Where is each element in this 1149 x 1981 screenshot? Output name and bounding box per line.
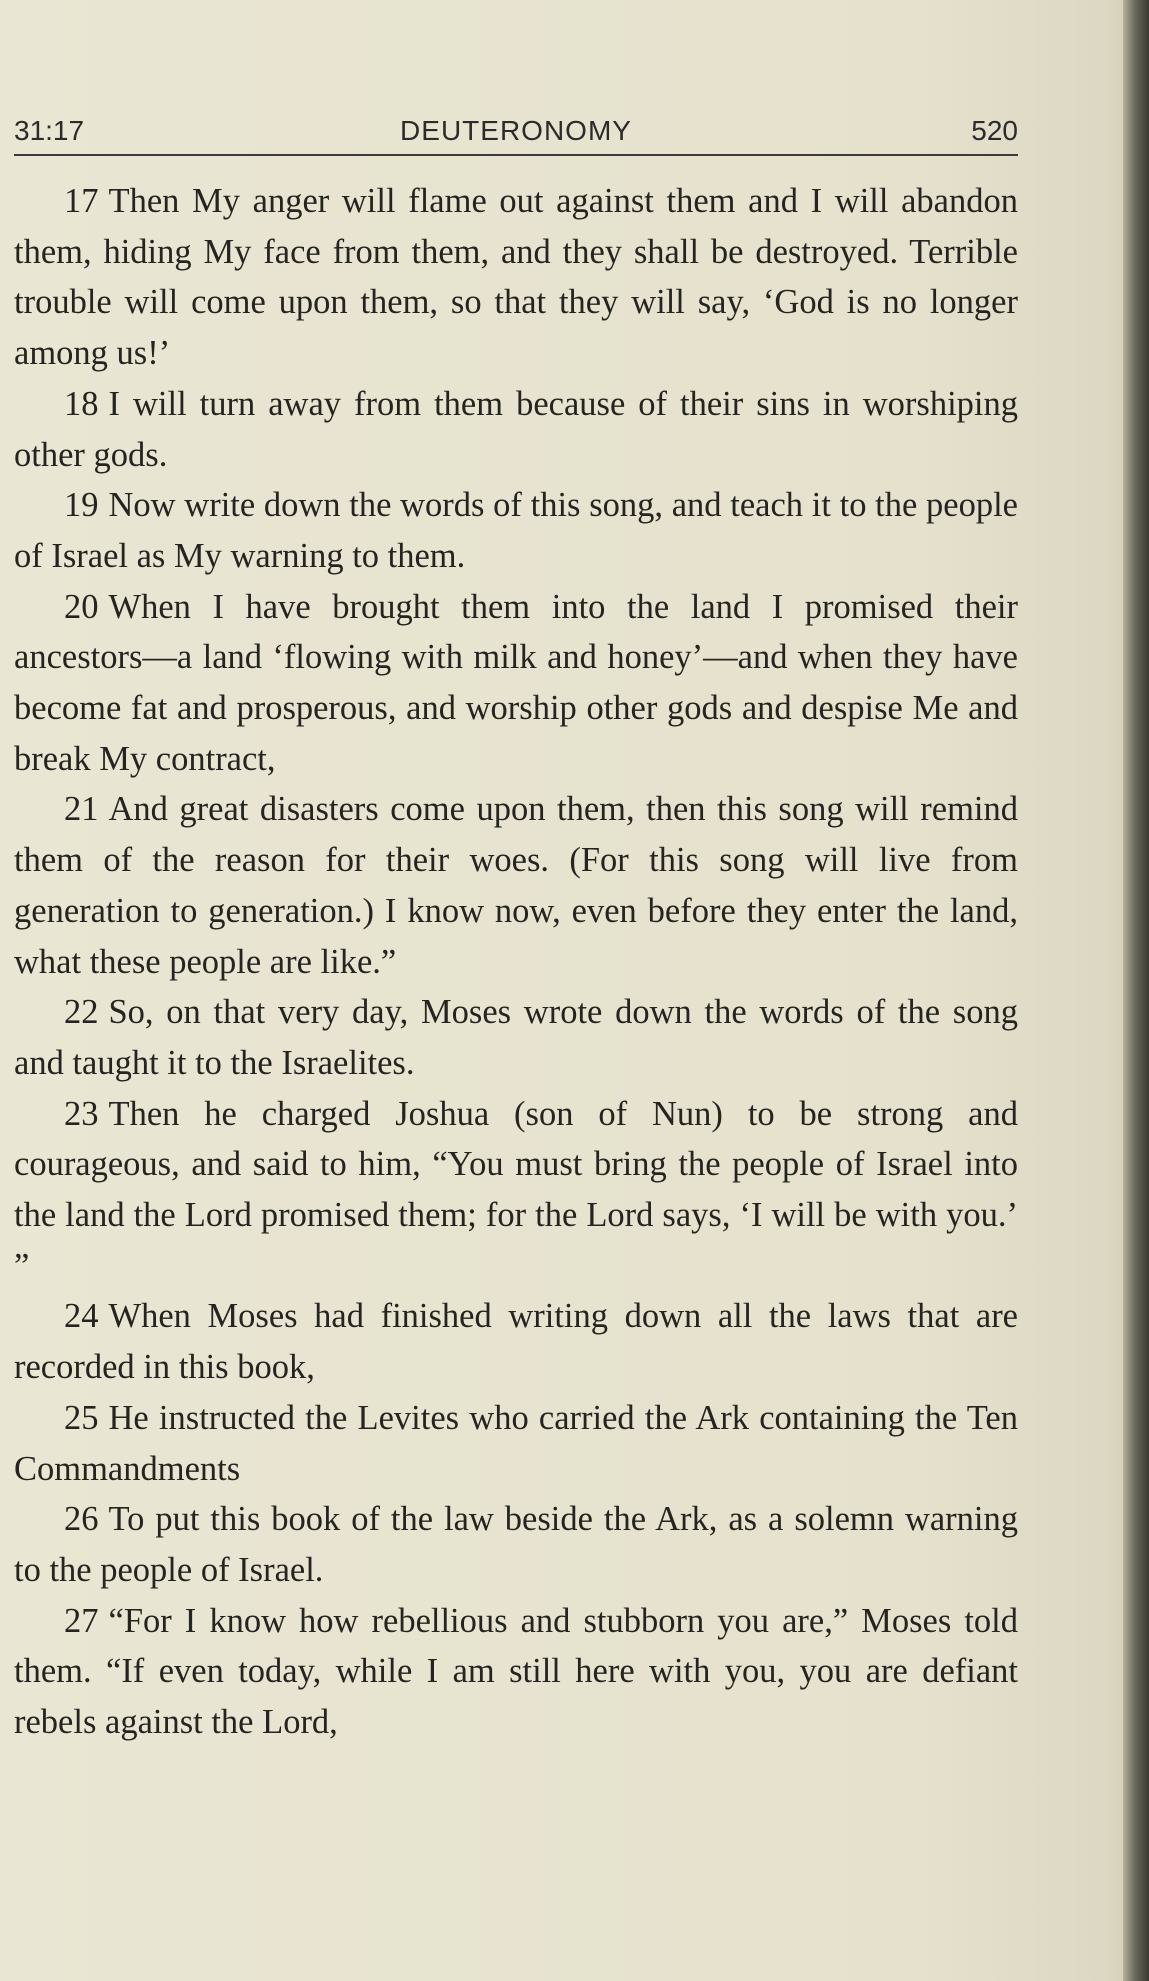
verse-text: When I have brought them into the land I promised their ancestors—a land ‘flowing with milk and honey’—and when they have become fat and prosperous, and worship other gods and despise Me and break My contract, [14, 587, 1018, 778]
verse-20 [14, 582, 1018, 785]
verse-18 [14, 379, 1018, 480]
verse-text: “For I know how rebellious and stubborn you are,” Moses told them. “If even today, while I am still here with you, you are defiant rebels against the Lord, [14, 1601, 1018, 1742]
verse-22 [14, 987, 1018, 1088]
page-number: 520 [971, 115, 1018, 146]
verse-number: 19 [64, 486, 99, 525]
verse-number: 25 [64, 1398, 99, 1437]
verse-number: 27 [64, 1601, 99, 1640]
verse-text: When Moses had finished writing down all the laws that are recorded in this book, [14, 1297, 1018, 1387]
verse-text: He instructed the Levites who carried the Ark containing the Ten Commandments [14, 1398, 1018, 1488]
verse-17 [14, 176, 1018, 379]
verse-26 [14, 1494, 1018, 1595]
verse-number: 24 [64, 1297, 99, 1336]
verse-19 [14, 480, 1018, 581]
verse-number: 22 [64, 993, 99, 1032]
verse-number: 23 [64, 1094, 99, 1133]
chapter-verse-reference: 31:17 [14, 115, 85, 146]
running-header [14, 112, 1018, 156]
verse-number: 20 [64, 587, 99, 626]
verse-number: 18 [64, 384, 99, 423]
scripture-text [14, 176, 1018, 1748]
verse-27 [14, 1596, 1018, 1748]
book-title: DEUTERONOMY [400, 115, 632, 146]
page-binding-edge [1123, 0, 1149, 1981]
verse-text: I will turn away from them because of their sins in worshiping other gods. [14, 384, 1018, 474]
verse-text: So, on that very day, Moses wrote down the words of the song and taught it to the Israelites. [14, 993, 1018, 1082]
verse-text: Then My anger will flame out against them and I will abandon them, hiding My face from them, and they shall be destroyed. Terrible trouble will come upon them, so that they will say, ‘God is no longer among us!’ [14, 182, 1018, 373]
verse-number: 17 [64, 182, 99, 220]
verse-text: To put this book of the law beside the Ark, as a solemn warning to the people of Israel. [14, 1500, 1018, 1589]
verse-23 [14, 1089, 1018, 1292]
verse-25 [14, 1393, 1018, 1494]
verse-number: 26 [64, 1500, 99, 1539]
verse-21 [14, 784, 1018, 987]
verse-text: Then he charged Joshua (son of Nun) to be strong and courageous, and said to him, “You must bring the people of Israel into the land the Lord promised them; for the Lord says, ‘I will be with you.’ ” [14, 1094, 1018, 1285]
verse-text: And great disasters come upon them, then this song will remind them of the reason for their woes. (For this song will live from generation to generation.) I know now, even before they enter the land, what these people are like.” [14, 790, 1018, 981]
verse-number: 21 [64, 790, 99, 829]
verse-text: Now write down the words of this song, and teach it to the people of Israel as My warning to them. [14, 486, 1018, 575]
verse-24 [14, 1291, 1018, 1392]
